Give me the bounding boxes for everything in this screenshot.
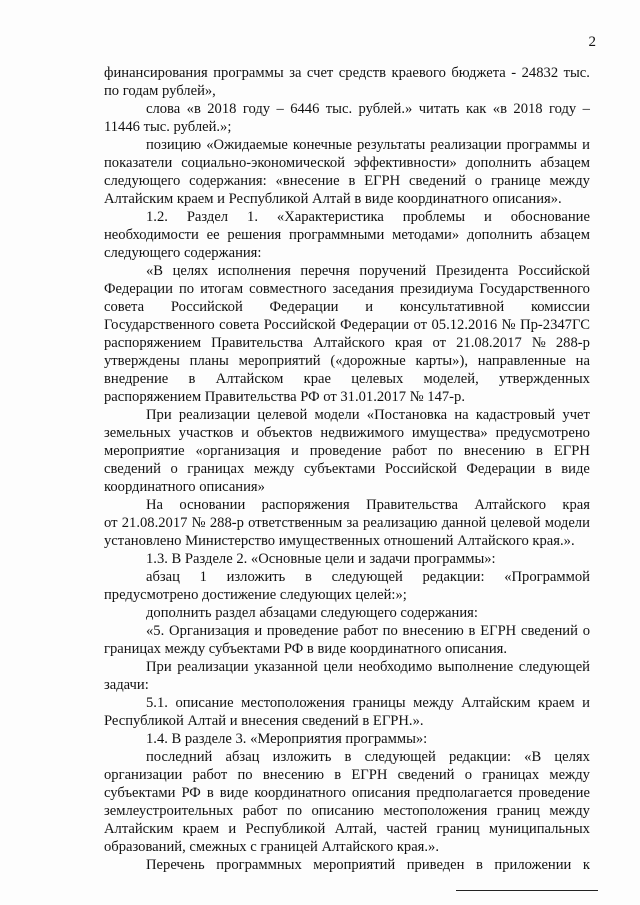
word: данной [441,515,487,531]
word: внедрение [104,371,169,387]
word: Алтайским [461,695,531,711]
word: между [413,695,454,711]
word: от [104,515,118,531]
word: между [253,461,295,477]
word: объектов [256,425,313,441]
text-line-45 [146,856,590,874]
word: Государственного [479,281,590,297]
word: реализации [178,407,251,423]
text-line-33: границах между субъектами РФ в виде координатного описания. [104,641,507,657]
text-line-4: 11446 тыс. рублей.»; [104,119,232,135]
word: учет [562,407,590,423]
word: совместного [249,281,327,297]
word: проблемы [402,209,466,225]
word: «5. [146,623,165,639]
word: программных [216,857,302,873]
text-line-28: 1.3. В Разделе 2. «Основные цели и задачи программы»: [146,551,496,567]
text-line-29 [146,568,590,586]
word: по [437,443,453,459]
word: – [276,101,284,117]
word: реализации [430,137,502,153]
word: внесению [402,623,464,639]
word: решения [227,227,282,243]
word: описанию [311,803,375,819]
word: Федерации [340,317,410,333]
word: приложении [494,857,572,873]
word: финансирования [104,65,208,81]
text-line-1 [104,64,590,82]
word: ЕГРН [364,173,401,189]
word: абзацем [540,227,590,243]
word: читать [418,101,460,117]
word: заседания [332,281,394,297]
word: в [305,569,312,585]
text-line-9 [146,208,590,226]
word: итогам [200,281,244,297]
word: распоряжения [261,497,350,513]
word: планы [189,353,229,369]
word: эффективности» [353,155,457,171]
word: работ [392,443,427,459]
word: «Программой [504,569,590,585]
word: целевой [490,515,541,531]
word: имущества» [411,425,488,441]
word: перечня [300,263,350,279]
word: РФ [181,785,201,801]
text-line-31: дополнить раздел абзацами следующего содержания: [146,605,478,621]
word: от [432,335,447,351]
word: сведений [397,767,455,783]
word: Алтайского [474,497,547,513]
word: работ [242,803,278,819]
word: утверждены [104,353,180,369]
word: бюджета [451,65,506,81]
text-line-12 [146,262,590,280]
word: субъектами [104,785,176,801]
text-line-10 [104,226,590,244]
word: Российской [384,461,457,477]
word: и [228,821,237,837]
word: изложить [226,569,286,585]
word: «Ожидаемые [206,137,288,153]
word: на [575,353,590,369]
word: счет [306,65,334,81]
word: о [474,173,483,189]
text-line-39 [146,748,590,766]
word: году [549,101,577,117]
word: проведение [518,785,590,801]
word: Алтайского [313,335,385,351]
word: ЕГРН [480,623,517,639]
text-line-17 [104,352,590,370]
word: за [346,515,359,531]
word: предполагается [416,785,513,801]
word: программы [506,137,578,153]
word: сведений [409,173,466,189]
word: границы [352,695,406,711]
word: и [483,209,492,225]
word: слова [146,101,181,117]
word: на [454,407,469,423]
word: распоряжением [104,335,202,351]
word: по [178,281,195,297]
word: позицию [146,137,202,153]
footer-rule [456,890,598,891]
word: президиума [399,281,474,297]
word: совета [104,299,145,315]
word: описание [175,695,234,711]
word: частей [386,821,428,837]
word: 21.08.2017 [121,515,188,531]
word: между [549,803,590,819]
word: Правительства [211,335,303,351]
word: мероприятие [104,443,185,459]
word: «организация [195,443,281,459]
word: совета [219,317,260,333]
word: Республикой [245,821,326,837]
word: следующей [364,749,436,765]
word: поручений [359,263,427,279]
text-line-16 [104,334,590,352]
word: целевых [351,371,404,387]
word: консультативной [399,299,505,315]
word: виде [561,461,590,477]
word: о [582,623,590,639]
text-line-23 [104,460,590,478]
text-line-36 [146,694,590,712]
word: средств [338,65,387,81]
word: «В [524,749,542,765]
word: При [146,407,172,423]
word: исполнения [217,263,291,279]
word: за [289,65,302,81]
word: границе [490,173,541,189]
word: края [562,497,590,513]
word: крае [303,371,331,387]
word: проведение [309,443,382,459]
word: приведен [406,857,465,873]
word: земельных [104,425,171,441]
word: 21.08.2017 [456,335,522,351]
text-line-30: предусмотрено достижение следующих целей:»; [104,587,407,603]
word: «в [186,101,201,117]
word: о [464,767,473,783]
word: следующей [331,569,403,585]
text-line-27: установлено Министерство имущественных отношений Алтайского края.». [104,533,575,549]
word: На [146,497,164,513]
text-line-34 [146,658,590,676]
word: рублей.» [358,101,413,117]
word: субъектами [303,461,376,477]
word: между [549,767,590,783]
word: в [334,767,342,783]
word: «внесение [275,173,340,189]
word: края [394,335,423,351]
text-line-25 [146,496,590,514]
word: показатели [104,155,173,171]
word: от [413,317,428,333]
word: Перечень [146,857,205,873]
text-line-13 [104,280,590,298]
word: редакции: [422,569,485,585]
word: модели [544,515,590,531]
text-line-6 [104,154,590,172]
word: мероприятий [313,857,396,873]
word: Раздел [186,209,229,225]
text-line-7 [104,172,590,190]
word: в [544,461,552,477]
text-line-26 [104,514,590,532]
word: ее [206,227,220,243]
word: реализации [177,659,249,675]
word: координатного [254,785,346,801]
word: и [254,623,263,639]
word: «В [146,263,164,279]
word: выполнение [437,659,514,675]
text-line-15 [104,316,590,334]
word: недвижимого [320,425,404,441]
word: моделей, [423,371,479,387]
word: целях [172,263,209,279]
text-line-41 [104,784,590,802]
word: ЕГРН [351,767,388,783]
text-line-18 [104,370,590,388]
word: № [191,515,206,531]
word: дополнить [465,155,532,171]
word: кадастровый [475,407,556,423]
word: «Характеристика [276,209,384,225]
word: реализацию [363,515,438,531]
text-line-14 [104,298,590,316]
text-line-40 [104,766,590,784]
word: 24832 [521,65,559,81]
word: Федерации [269,299,339,315]
page-number: 2 [588,34,596,50]
word: При [146,659,172,675]
word: Российской [518,263,590,279]
text-line-5 [146,136,590,154]
word: 1. [247,209,258,225]
word: предусмотрено [495,425,590,441]
word: внесению [262,767,325,783]
word: внесению [463,443,526,459]
text-line-24: координатного описания» [104,479,265,495]
word: и [291,443,299,459]
word: методами» [392,227,460,243]
word: Пр-2347ГС [520,317,590,333]
word: и [582,695,590,711]
word: последний [146,749,213,765]
word: границах [482,767,540,783]
word: содержания: [189,173,267,189]
word: по [237,767,253,783]
word: мероприятий [238,353,321,369]
word: виде [219,785,249,801]
word: о [170,461,178,477]
word: Российской [170,299,243,315]
word: абзац [146,569,180,585]
word: местоположения [241,695,346,711]
word: в [188,371,196,387]
word: году [242,101,271,117]
word: 288-р [209,515,244,531]
text-line-35: задачи: [104,677,149,693]
word: дополнить [466,227,533,243]
word: организации [104,767,183,783]
word: Алтайском [215,371,284,387]
word: границ [496,803,540,819]
word: необходимо [358,659,433,675]
word: в [206,785,214,801]
text-line-22 [104,442,590,460]
word: в [476,857,483,873]
text-line-11: следующего содержания: [104,245,262,261]
word: проведение [266,623,339,639]
word: Алтай, [334,821,377,837]
word: Российской [263,317,336,333]
word: результаты [356,137,426,153]
word: 05.12.2016 [431,317,498,333]
word: в [468,623,476,639]
word: «в [492,101,507,117]
word: 1.2. [146,209,168,225]
word: ответственным [248,515,343,531]
word: 288-р [555,335,590,351]
word: муниципальных [488,821,590,837]
word: в [344,749,352,765]
word: и [582,137,590,153]
word: Федерации [466,461,536,477]
text-line-38: 1.4. В разделе 3. «Мероприятия программы»: [146,731,428,747]
word: редакции: [448,749,512,765]
word: направленные [477,353,566,369]
word: по [382,623,398,639]
word: 6446 [290,101,320,117]
word: № [501,317,516,333]
word: и [365,299,373,315]
word: краем [182,821,220,837]
text-line-37: Республикой Алтай и внесения сведений в ЕГРН.». [104,713,424,729]
word: тыс. [563,65,590,81]
word: социально-экономической [181,155,346,171]
word: работ [192,767,228,783]
text-line-20 [146,406,590,424]
word: описания [351,785,411,801]
text-line-32 [146,622,590,640]
word: границах [187,461,245,477]
text-line-3 [146,100,590,118]
word: сведений [521,623,578,639]
word: как [465,101,487,117]
word: («дорожные [330,353,406,369]
word: 1 [199,569,207,585]
word: работ [343,623,378,639]
word: «Постановка [366,407,448,423]
word: программными [289,227,385,243]
word: цели [323,659,353,675]
word: в [536,443,543,459]
word: к [582,857,590,873]
word: ЕГРН [553,443,590,459]
text-line-19: распоряжением Правительства РФ от 31.01.2017 № 147-р. [104,389,465,405]
text-line-2: по годам рублей», [104,83,216,99]
word: указанной [254,659,318,675]
word: 5.1. [146,695,168,711]
word: сведений [104,461,161,477]
word: изложить [272,749,332,765]
word: целях [554,749,590,765]
word: тыс. [325,101,353,117]
word: целевой [257,407,308,423]
word: местоположения [383,803,488,819]
word: – [582,101,590,117]
word: обоснование [510,209,590,225]
word: основании [179,497,246,513]
word: краем [538,695,575,711]
word: - [511,65,517,81]
word: программы [213,65,284,81]
word: границ [436,821,480,837]
word: № [531,335,546,351]
word: между [549,173,590,189]
word: землеустроительных [104,803,234,819]
word: 2018 [513,101,543,117]
word: Президента [435,263,509,279]
word: утвержденных [498,371,590,387]
text-line-8: Алтайским краем и Республикой Алтай в виде координатного описания». [104,191,562,207]
word: следующего [104,173,181,189]
text-line-43 [104,820,590,838]
word: Государственного [104,317,215,333]
word: 2018 [207,101,237,117]
word: конечные [292,137,352,153]
word: необходимости [104,227,199,243]
word: абзацем [540,155,590,171]
word: и [241,425,249,441]
word: Организация [169,623,250,639]
word: Федерации [104,281,173,297]
text-line-44: образований, смежных с границей Алтайского края.». [104,839,439,855]
text-line-21 [104,424,590,442]
word: участков [178,425,234,441]
word: по [286,803,302,819]
word: карты»), [415,353,468,369]
word: краевого [391,65,446,81]
word: абзац [225,749,260,765]
word: модели [314,407,360,423]
word: комиссии [530,299,590,315]
word: Алтайским [104,821,174,837]
text-line-42 [104,802,590,820]
word: в [348,173,356,189]
word: следующей [518,659,590,675]
word: Правительства [366,497,458,513]
